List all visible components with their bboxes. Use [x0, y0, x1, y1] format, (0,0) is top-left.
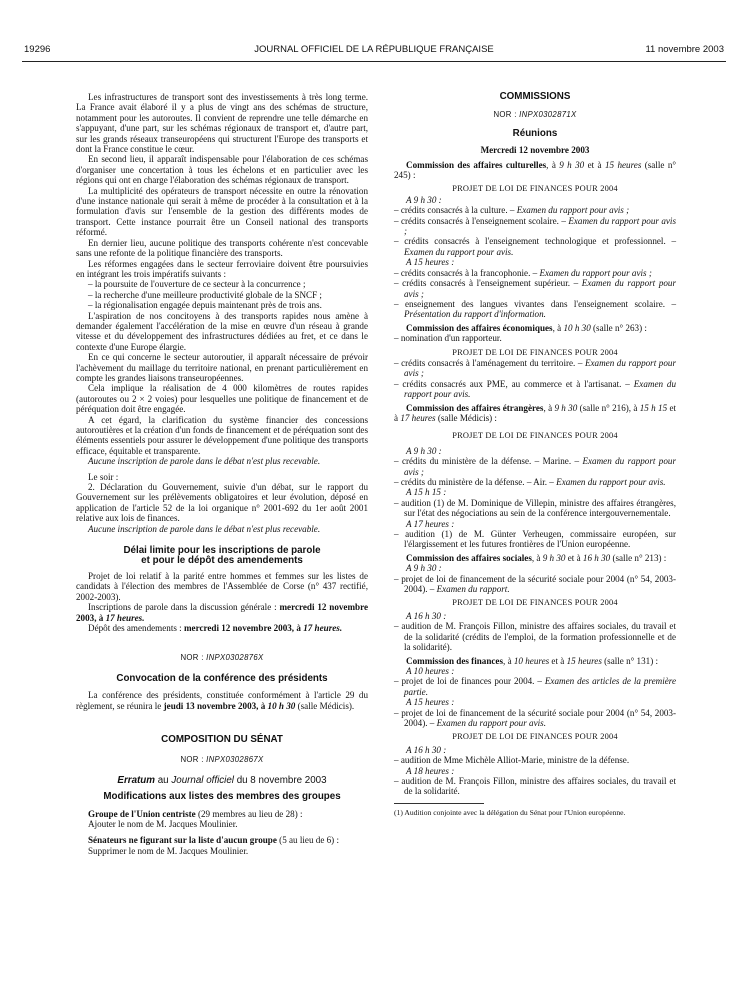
meeting-day: Mercredi 12 novembre 2003	[480, 145, 590, 156]
agenda-item	[394, 379, 676, 400]
text: – crédits du ministère de la défense. – Marine. –	[394, 456, 583, 467]
paragraph: Cela implique la réalisation de 4 000 kilomètres de routes rapides (autoroutes ou 2 × 2 voies) pour lesquelles une politique de financement et de péréquation doit être engagée.	[76, 383, 368, 415]
text: Examen du rapport.	[436, 584, 510, 595]
text: et à	[549, 655, 567, 666]
nor-reference	[394, 110, 676, 120]
paragraph: En dernier lieu, aucune politique des transports cohérente n'est concevable sans une refonte de la politique financière des transports.	[76, 237, 368, 259]
deadline-time: 17 heures.	[105, 612, 145, 623]
nor-prefix: NOR :	[180, 755, 207, 765]
convocation-title: Convocation de la conférence des présidents	[116, 672, 328, 684]
agenda-item	[394, 708, 676, 729]
footnote: (1) Audition conjointe avec la délégation du Sénat pour l'Union européenne.	[394, 807, 626, 817]
commission-name: Commission des affaires étrangères	[406, 402, 544, 413]
text: – crédits consacrés à la culture. –	[394, 205, 517, 216]
header-rule	[22, 61, 726, 62]
agenda-item	[394, 205, 676, 215]
time-slot: A 10 heures :	[406, 665, 455, 676]
paragraph: En ce qui concerne le secteur autoroutier, il apparaît nécessaire de prévoir l'achèvement du maillage du territoire national, en prenant particulièrement en compte les grandes liaisons transeuropéennes.	[76, 352, 368, 383]
paragraph: La multiplicité des opérateurs de transport nécessite en outre la rénovation d'une instance nationale qui serait à même de procéder à la consultation et à la formulation d'avis sur l'ensemble de la gestion des différents modes de transport. Cette instance pourrait être un Conseil national des transports réformé.	[76, 185, 368, 238]
agenda-item: – nomination d'un rapporteur.	[394, 333, 502, 344]
composition-title: COMPOSITION DU SÉNAT	[161, 733, 283, 745]
nor-code: INPX0302867X	[206, 755, 264, 765]
agenda-item	[394, 268, 676, 278]
time: 9 h 30	[542, 552, 566, 563]
agenda-item	[394, 358, 676, 379]
paragraph: Projet de loi relatif à la parité entre hommes et femmes sur les listes de candidats à l'élection des membres de l'Assemblée de Corse (n° 437 rectifié, 2002-2003).	[76, 570, 368, 602]
time-slot: A 9 h 30 :	[406, 445, 442, 456]
meeting-time: 10 h 30	[267, 700, 296, 711]
time: 9 h 30	[554, 402, 578, 413]
group-action: Ajouter le nom de M. Jacques Moulinier.	[88, 818, 238, 829]
time-slot: A 18 heures :	[406, 765, 455, 776]
text: – projet de loi de financement de la sécurité sociale pour 2004 (n° 54, 2003-2004). –	[394, 573, 676, 595]
paragraph: A cet égard, la clarification du système financier des concessions autoroutières et la création d'un fonds de financement et de péréquation sont des éléments essentiels pour assurer le développement d'une politique des transports efficace, équitable et transparente.	[76, 414, 368, 456]
text: , à	[503, 655, 514, 666]
agenda-item-2: 2. Déclaration du Gouvernement, suivie d'un débat, sur le rapport du Gouvernement sur les prélèvements obligatoires et leur évolution, déposé en application de l'article 52 de la loi organique n° 2001-692 du 1er août 2001 relative aux lois de finances.	[76, 482, 368, 524]
group-entry	[76, 835, 368, 845]
time-slot: A 16 h 30 :	[406, 744, 447, 755]
text: (salle n° 213) :	[610, 552, 667, 563]
left-column	[76, 92, 368, 856]
text: , à	[531, 552, 543, 563]
text: (salle Médicis) :	[435, 412, 497, 423]
time: 16 h 30	[582, 552, 611, 563]
time-slot: A 15 h 15 :	[406, 487, 447, 498]
text: Présentation du rapport d'information.	[404, 309, 546, 320]
text: au	[155, 774, 172, 786]
meeting-date: jeudi 13 novembre 2003, à	[163, 700, 268, 711]
time-slot: A 16 h 30 :	[406, 610, 447, 621]
paragraph	[76, 690, 368, 711]
commission-name: Commission des affaires culturelles	[406, 159, 547, 170]
agenda-item	[394, 299, 676, 320]
agenda-item	[394, 278, 676, 299]
modifications-title: Modifications aux listes des membres des groupes	[103, 791, 341, 803]
group-name: Groupe de l'Union centriste	[88, 808, 196, 819]
deadline-date: mercredi 12 novembre 2003, à	[76, 602, 368, 623]
text: et à	[584, 159, 605, 170]
text: (salle n° 245) :	[394, 159, 677, 181]
text: Examen du rapport pour avis ;	[539, 267, 652, 278]
paragraph: L'aspiration de nos concitoyens à des transports rapides nous amène à demander également l'accélération de la mise en œuvre d'un réseau à grande vitesse et du développement des infrastructures dédiées au fret, et ce dans le contexte d'une Europe élargie.	[76, 310, 368, 352]
text: – crédits consacrés à l'enseignement technologique et professionnel. –	[394, 236, 676, 247]
deadline-title: Délai limite pour les inscriptions de parole	[123, 545, 321, 557]
text: La conférence des présidents, constituée conformément à l'article 29 du règlement, se réunira le	[76, 690, 368, 711]
page-number: 19296	[24, 44, 51, 55]
agenda-item: – audition (1) de M. Günter Verheugen, commissaire européen, sur l'élargissement et les futures frontières de l'Union européenne.	[394, 529, 676, 550]
commission-name: Commission des finances	[406, 655, 504, 666]
plf-heading: PROJET DE LOI DE FINANCES POUR 2004	[452, 184, 618, 194]
text: Examen du rapport pour avis.	[436, 717, 546, 728]
text: (salle n° 131) :	[601, 655, 659, 666]
text: Erratum	[117, 774, 155, 786]
issue-date: 11 novembre 2003	[645, 44, 724, 55]
text: Inscriptions de parole dans la discussion générale :	[88, 602, 280, 613]
commission-heading	[394, 323, 676, 333]
commission-heading	[394, 403, 676, 424]
nor-prefix: NOR :	[180, 653, 207, 663]
text: (29 membres au lieu de 28) :	[195, 808, 303, 819]
evening-label: Le soir :	[88, 471, 119, 482]
text: et à	[565, 552, 583, 563]
no-speaker-notice: Aucune inscription de parole dans le débat n'est plus recevable.	[88, 456, 321, 467]
text: Examen du rapport pour avis.	[556, 477, 666, 487]
commission-name: Commission des affaires sociales	[406, 552, 532, 563]
reunions-title: Réunions	[512, 127, 558, 139]
deadline-date: mercredi 12 novembre 2003, à	[183, 622, 304, 633]
text: – crédits consacrés à la francophonie. –	[394, 267, 540, 278]
text: – crédits consacrés à l'enseignement scolaire. –	[394, 215, 569, 226]
deadline-time: 17 heures.	[303, 622, 343, 633]
text: Examen du rapport pour avis ;	[404, 278, 676, 299]
text: Examen du rapport pour avis.	[404, 378, 677, 400]
time: 9 h 30	[559, 159, 585, 170]
deadline-title: et pour le dépôt des amendements	[141, 555, 303, 567]
text: , à	[552, 322, 564, 333]
group-entry	[76, 809, 368, 819]
text: et à	[394, 402, 677, 423]
time-slot: A 15 heures :	[406, 697, 455, 708]
text: (salle Médicis).	[295, 700, 355, 711]
text: (5 au lieu de 6) :	[276, 835, 340, 846]
deadline-section	[76, 546, 368, 633]
time-slot: A 9 h 30 :	[406, 194, 442, 205]
footnote-rule	[394, 803, 484, 804]
nor-reference	[76, 755, 368, 765]
commissions-title: COMMISSIONS	[499, 91, 571, 102]
nor-code: INPX0302876X	[206, 653, 264, 663]
text: Examen du rapport pour avis ;	[516, 205, 630, 216]
right-column	[394, 92, 676, 817]
plf-heading: PROJET DE LOI DE FINANCES POUR 2004	[452, 598, 618, 608]
text: – crédits consacrés aux PME, au commerce et à l'artisanat. –	[394, 378, 634, 389]
page-header	[24, 44, 724, 58]
list-item: – la recherche d'une meilleure productivité globale de la SNCF ;	[88, 289, 322, 300]
text: Examen du rapport pour avis.	[404, 246, 514, 257]
time: 10 h 30	[563, 322, 591, 333]
paragraph: En second lieu, il apparaît indispensable pour l'élaboration de ces schémas d'organiser une concertation à tous les échelons et en particulier avec les régions qui ont en charge l'élaboration des schémas régionaux de transport.	[76, 154, 368, 186]
time: 15 heures	[566, 655, 602, 666]
group-action: Supprimer le nom de M. Jacques Moulinier.	[88, 845, 249, 856]
text: – enseignement des langues vivantes dans l'enseignement scolaire. –	[394, 298, 676, 309]
text: Examen du rapport pour avis ;	[404, 215, 676, 237]
paragraph	[76, 623, 368, 633]
group-name: Sénateurs ne figurant sur la liste d'aucun groupe	[88, 835, 277, 846]
text: (salle n° 216), à	[577, 402, 640, 413]
time: 10 heures	[513, 655, 550, 666]
time-slot: A 15 heures :	[406, 257, 455, 268]
agenda-item	[394, 676, 676, 697]
time-slot: A 17 heures :	[406, 518, 455, 529]
agenda-item	[394, 477, 676, 487]
time: 15 h 15	[639, 402, 668, 413]
agenda-item	[394, 574, 676, 595]
text: – crédits consacrés à l'enseignement supérieur. –	[394, 278, 582, 289]
plf-heading: PROJET DE LOI DE FINANCES POUR 2004	[452, 732, 618, 742]
erratum-title	[76, 776, 368, 786]
text: , à	[543, 402, 555, 413]
agenda-item: – audition de Mme Michèle Alliot-Marie, ministre de la défense.	[394, 755, 630, 766]
text: du 8 novembre 2003	[233, 774, 327, 786]
plf-heading: PROJET DE LOI DE FINANCES POUR 2004	[452, 347, 618, 357]
no-speaker-notice: Aucune inscription de parole dans le débat n'est plus recevable.	[88, 523, 321, 534]
nor-prefix: NOR :	[493, 110, 520, 120]
text: Journal officiel	[171, 774, 234, 786]
commission-heading	[394, 160, 676, 181]
text: Dépôt des amendements :	[88, 622, 184, 633]
text: , à	[546, 159, 560, 170]
time-slot: A 9 h 30 :	[406, 563, 442, 574]
journal-title: JOURNAL OFFICIEL DE LA RÉPUBLIQUE FRANÇAISE	[254, 44, 494, 55]
paragraph: Les infrastructures de transport sont des investissements à très long terme. La France avait élaboré il y a plus de vingt ans des schémas de structure, notamment pour les autoroutes. Il convient de reprendre une telle démarche en s'appuyant, d'une part, sur les schémas régionaux de transport et, d'autre part, sur les grands réseaux transeuropéens qui structurent l'Europe des transports et dont la France constitue le cœur.	[76, 92, 368, 155]
agenda-item	[394, 236, 676, 257]
paragraph: Les réformes engagées dans le secteur ferroviaire doivent être poursuivies en intégrant les trois impératifs suivants :	[76, 258, 368, 279]
time: 15 heures	[604, 159, 642, 170]
text: – projet de loi de finances pour 2004. –	[394, 676, 545, 687]
text: – crédits consacrés à l'aménagement du territoire. –	[394, 357, 585, 368]
agenda-item	[394, 216, 676, 237]
commission-heading	[394, 553, 676, 563]
nor-code: INPX0302871X	[519, 110, 577, 120]
commission-name: Commission des affaires économiques	[406, 322, 553, 333]
list-item: – la poursuite de l'ouverture de ce secteur à la concurrence ;	[88, 279, 306, 290]
paragraph	[76, 602, 368, 623]
agenda-item: – audition de M. François Fillon, ministre des affaires sociales, du travail et de la solidarité (crédits de l'emploi, de la formation professionnelle et de la solidarité).	[394, 621, 676, 653]
text: Examen du rapport pour avis ;	[404, 357, 676, 379]
agenda-item: – audition de M. François Fillon, ministre des affaires sociales, du travail et de la solidarité.	[394, 775, 676, 797]
agenda-item: – audition (1) de M. Dominique de Villepin, ministre des affaires étrangères, sur l'état des négociations au sein de la conférence intergouvernementale.	[394, 497, 676, 519]
time: 17 heures	[400, 412, 436, 423]
plf-heading: PROJET DE LOI DE FINANCES POUR 2004	[452, 431, 618, 441]
text: Examen des articles de la première partie.	[404, 676, 676, 697]
list-item: – la régionalisation engagée depuis maintenant près de trois ans.	[88, 300, 322, 311]
agenda-item	[394, 456, 676, 477]
text: – crédits du ministère de la défense. – Air. –	[394, 477, 557, 487]
commission-heading	[394, 656, 676, 666]
text: (salle n° 263) :	[590, 322, 647, 333]
nor-reference	[76, 653, 368, 663]
text: Examen du rapport pour avis ;	[404, 456, 676, 477]
text: – projet de loi de financement de la sécurité sociale pour 2004 (n° 54, 2003-2004). –	[394, 707, 676, 728]
